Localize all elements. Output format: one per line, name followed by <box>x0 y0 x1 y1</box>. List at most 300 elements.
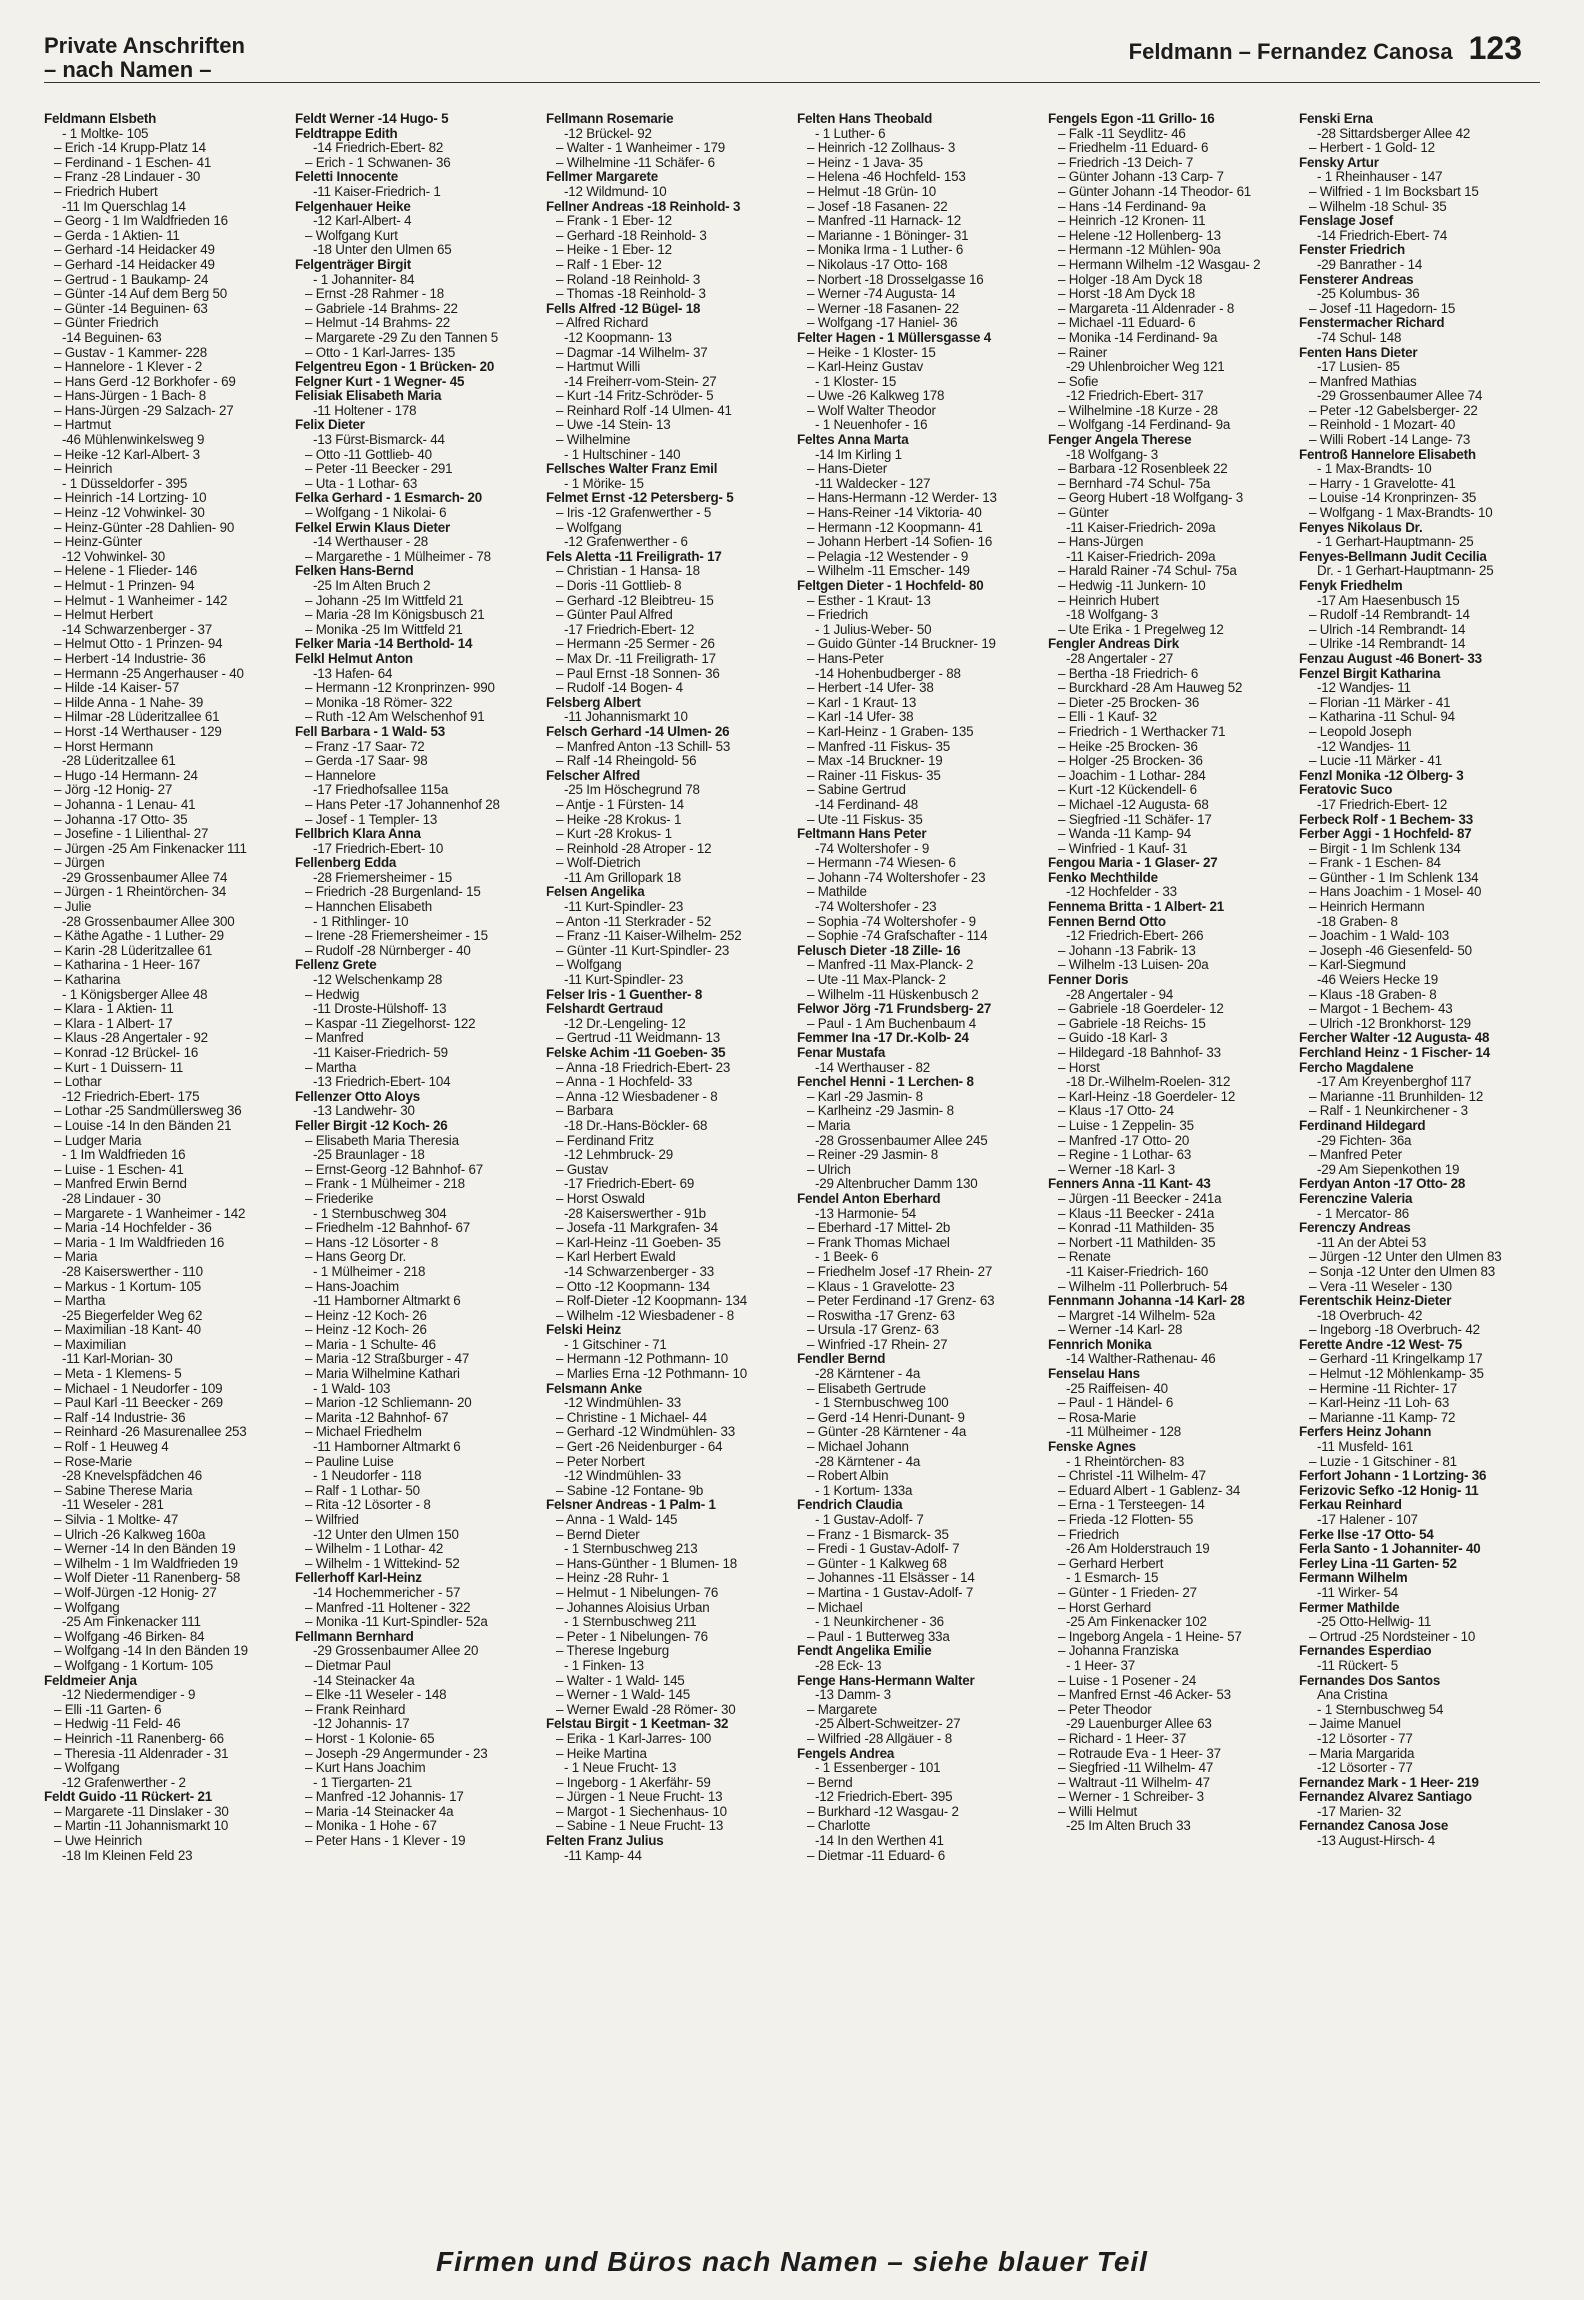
directory-entry: -11 Musfeld- 161 <box>1317 1440 1414 1455</box>
directory-entry: Femmer Ina -17 Dr.-Kolb- 24 <box>797 1031 969 1046</box>
directory-entry: -25 Biegerfelder Weg 62 <box>62 1308 203 1323</box>
directory-entry: – Norbert -18 Drosselgasse 16 <box>807 272 984 287</box>
directory-entry: – Monika -25 Im Wittfeld 21 <box>305 622 463 637</box>
directory-entry: – Frank - 1 Eschen- 84 <box>1309 856 1441 871</box>
directory-entry: -25 Kolumbus- 36 <box>1317 287 1420 302</box>
directory-entry: – Jürgen <box>54 856 105 871</box>
directory-entry: Fennen Bernd Otto <box>1048 914 1166 929</box>
directory-entry: – Heinz -28 Ruhr- 1 <box>556 1571 670 1586</box>
directory-entry: – Monika -18 Römer- 322 <box>305 695 453 710</box>
directory-entry: – Hermann -12 Pothmann- 10 <box>556 1352 728 1367</box>
directory-entry: – Ernst-Georg -12 Bahnhof- 67 <box>305 1162 484 1177</box>
directory-entry: – Lothar <box>54 1075 102 1090</box>
directory-entry: Ferbeck Rolf - 1 Bechem- 33 <box>1299 812 1473 827</box>
directory-entry: – Johann -74 Woltershofer - 23 <box>807 870 986 885</box>
directory-entry: -28 Grossenbaumer Allee 300 <box>62 914 235 929</box>
directory-entry: – Willi Helmut <box>1058 1804 1138 1819</box>
directory-entry: – Mathilde <box>807 885 867 900</box>
directory-entry: – Maximilian -18 Kant- 40 <box>54 1323 201 1338</box>
directory-entry: -12 Unter den Ulmen 150 <box>313 1527 459 1542</box>
directory-entry: Felker Maria -14 Berthold- 14 <box>295 637 473 652</box>
directory-column-4 <box>797 112 1042 2237</box>
directory-entry: – Reinhold - 1 Mozart- 40 <box>1309 418 1456 433</box>
directory-entry: – Hermann -12 Kronprinzen- 990 <box>305 681 495 696</box>
directory-entry: -11 Holtener - 178 <box>313 403 417 418</box>
directory-entry: Fenyes-Bellmann Judit Cecilia <box>1299 549 1487 564</box>
directory-entry: -46 Mühlenwinkelsweg 9 <box>62 433 205 448</box>
directory-entry: - 1 Rheinhauser - 147 <box>1317 170 1443 185</box>
directory-entry: – Hedwig <box>305 987 360 1002</box>
directory-entry: – Peter Norbert <box>556 1454 645 1469</box>
directory-entry: – Margret -14 Wilhelm- 52a <box>1058 1308 1216 1323</box>
directory-entry: – Hugo -14 Hermann- 24 <box>54 768 198 783</box>
directory-entry: – Alfred Richard <box>556 316 649 331</box>
directory-entry: Fendel Anton Eberhard <box>797 1191 941 1206</box>
directory-entry: – Harry - 1 Gravelotte- 41 <box>1309 476 1456 491</box>
directory-entry: – Maria Margarida <box>1309 1746 1415 1761</box>
directory-entry: – Klaus -28 Angertaler - 92 <box>54 1031 208 1046</box>
directory-entry: – Marion -12 Schliemann- 20 <box>305 1396 472 1411</box>
directory-entry: – Josefine - 1 Lilienthal- 27 <box>54 827 209 842</box>
directory-entry: – Rudolf -14 Bogen- 4 <box>556 681 683 696</box>
directory-entry: – Uta - 1 Lothar- 63 <box>305 476 418 491</box>
directory-entry: – Georg - 1 Im Waldfrieden 16 <box>54 214 228 229</box>
directory-entry: -28 Kärntener - 4a <box>815 1367 921 1382</box>
directory-entry: - 1 Gitschiner - 71 <box>564 1337 667 1352</box>
directory-entry: – Johanna Franziska <box>1058 1644 1179 1659</box>
directory-entry: – Josefa -11 Markgrafen- 34 <box>556 1221 718 1236</box>
directory-entry: – Paul Karl -11 Beecker - 269 <box>54 1396 223 1411</box>
directory-entry: – Hilmar -28 Lüderitzallee 61 <box>54 710 220 725</box>
directory-entry: – Margareta -11 Aldenrader - 8 <box>1058 301 1235 316</box>
directory-entry: – Karl-Heinz -18 Goerdeler- 12 <box>1058 1089 1236 1104</box>
directory-entry: Fernandes Esperdiao <box>1299 1644 1432 1659</box>
directory-entry: – Guido Günter -14 Bruckner- 19 <box>807 637 996 652</box>
directory-entry: – Josef -18 Fasanen- 22 <box>807 199 948 214</box>
directory-entry: – Joachim - 1 Lothar- 284 <box>1058 768 1206 783</box>
directory-entry: – Roland -18 Reinhold- 3 <box>556 272 701 287</box>
directory-entry: – Guido -18 Karl- 3 <box>1058 1031 1168 1046</box>
directory-entry: – Werner - 1 Wald- 145 <box>556 1688 691 1703</box>
directory-entry: – Manfred Anton -13 Schill- 53 <box>556 739 731 754</box>
directory-entry: Fentroß Hannelore Elisabeth <box>1299 447 1476 462</box>
directory-entry: -12 Friedrich-Ebert- 395 <box>815 1790 953 1805</box>
directory-entry: – Ulrich -26 Kalkweg 160a <box>54 1527 206 1542</box>
directory-entry: – Meta - 1 Klemens- 5 <box>54 1367 182 1382</box>
directory-entry: -11 Kaiser-Friedrich- 209a <box>1066 520 1216 535</box>
directory-entry: – Uwe Heinrich <box>54 1834 142 1849</box>
directory-entry: – Maria -14 Steinacker 4a <box>305 1804 454 1819</box>
directory-entry: -12 Niedermendiger - 9 <box>62 1688 196 1703</box>
directory-entry: – Ralf -14 Industrie- 36 <box>54 1410 186 1425</box>
directory-entry: -11 Im Querschlag 14 <box>62 199 186 214</box>
directory-entry: – Dagmar -14 Wilhelm- 37 <box>556 345 708 360</box>
directory-entry: Felkel Erwin Klaus Dieter <box>295 520 451 535</box>
directory-entry: -29 Am Siepenkothen 19 <box>1317 1162 1460 1177</box>
directory-entry: -11 Hamborner Altmarkt 6 <box>313 1440 461 1455</box>
directory-entry: – Herbert -14 Industrie- 36 <box>54 651 206 666</box>
directory-entry: – Heike - 1 Eber- 12 <box>556 243 672 258</box>
directory-entry: – Ulrich <box>807 1162 851 1177</box>
directory-entry: – Rotraude Eva - 1 Heer- 37 <box>1058 1746 1221 1761</box>
directory-entry: – Martin -11 Johannismarkt 10 <box>54 1819 229 1834</box>
directory-entry: -11 Waldecker - 127 <box>815 476 931 491</box>
directory-entry: – Margarete -29 Zu den Tannen 5 <box>305 330 499 345</box>
directory-entry: – Ralf - 1 Neunkirchener - 3 <box>1309 1104 1468 1119</box>
directory-entry: Fernandez Mark - 1 Heer- 219 <box>1299 1775 1479 1790</box>
directory-entry: – Michael <box>807 1600 863 1615</box>
directory-entry: – Lucie -11 Märker - 41 <box>1309 754 1442 769</box>
directory-entry: – Heinrich Hubert <box>1058 593 1159 608</box>
directory-entry: – Gertrud - 1 Baukamp- 24 <box>54 272 209 287</box>
directory-entry: -29 Altenbrucher Damm 130 <box>815 1177 978 1192</box>
directory-entry: – Gerhard -11 Kringelkamp 17 <box>1309 1352 1483 1367</box>
directory-entry: Fengels Andrea <box>797 1746 895 1761</box>
directory-entry: -12 Lösorter - 77 <box>1317 1761 1413 1776</box>
directory-entry: - 1 Finken- 13 <box>564 1658 644 1673</box>
directory-entry: -28 Eck- 13 <box>815 1658 882 1673</box>
directory-entry: – Siegfried -11 Schäfer- 17 <box>1058 812 1212 827</box>
directory-entry: – Friedrich -13 Deich- 7 <box>1058 155 1194 170</box>
directory-entry: – Wilfried - 1 Im Bocksbart 15 <box>1309 184 1479 199</box>
directory-entry: – Luzie - 1 Gitschiner - 81 <box>1309 1454 1457 1469</box>
directory-entry: – Hermine -11 Richter- 17 <box>1309 1381 1458 1396</box>
directory-entry: – Hans-Jürgen <box>1058 535 1144 550</box>
directory-entry: -12 Lösorter - 77 <box>1317 1731 1413 1746</box>
directory-entry: – Elisabeth Maria Theresia <box>305 1133 459 1148</box>
directory-entry: – Joseph -46 Giesenfeld- 50 <box>1309 943 1472 958</box>
directory-entry: – Hans Georg Dr. <box>305 1250 406 1265</box>
directory-entry: -29 Grossenbaumer Allee 20 <box>313 1644 479 1659</box>
directory-entry: -14 Hochemmericher - 57 <box>313 1585 461 1600</box>
directory-entry: – Wolf-Jürgen -12 Honig- 27 <box>54 1585 217 1600</box>
directory-entry: Feldmeier Anja <box>44 1673 137 1688</box>
directory-entry: – Erika - 1 Karl-Jarres- 100 <box>556 1731 712 1746</box>
directory-entry: Fenzl Monika -12 Ölberg- 3 <box>1299 768 1464 783</box>
directory-entry: – Wolfgang <box>556 520 622 535</box>
directory-entry: -14 Schwarzenberger - 33 <box>564 1264 715 1279</box>
directory-entry: -18 Wolfgang- 3 <box>1066 608 1159 623</box>
directory-entry: – Johannes Aloisius Urban <box>556 1600 710 1615</box>
directory-entry: – Heinz-Günter -28 Dahlien- 90 <box>54 520 235 535</box>
directory-entry: – Uwe -26 Kalkweg 178 <box>807 389 945 404</box>
directory-entry: – Gerhard -14 Heidacker 49 <box>54 257 215 272</box>
directory-entry: Fell Barbara - 1 Wald- 53 <box>295 724 446 739</box>
directory-entry: – Werner -74 Augusta- 14 <box>807 287 956 302</box>
directory-entry: – Erich - 1 Schwanen- 36 <box>305 155 451 170</box>
directory-entry: – Rudolf -28 Nürnberger - 40 <box>305 943 471 958</box>
directory-entry: – Heike Martina <box>556 1746 647 1761</box>
directory-entry: -12 Grafenwerther - 6 <box>564 535 688 550</box>
directory-entry: – Ulrike -14 Rembrandt- 14 <box>1309 637 1466 652</box>
directory-entry: – Burkhard -12 Wasgau- 2 <box>807 1804 959 1819</box>
directory-entry: Felsner Andreas - 1 Palm- 1 <box>546 1498 716 1513</box>
directory-entry: Felkl Helmut Anton <box>295 651 413 666</box>
directory-entry: – Luise - 1 Posener - 24 <box>1058 1673 1197 1688</box>
directory-entry: Fermann Wilhelm <box>1299 1571 1408 1586</box>
directory-entry: Felsch Gerhard -14 Ulmen- 26 <box>546 724 730 739</box>
directory-entry: – Pelagia -12 Westender - 9 <box>807 549 969 564</box>
directory-entry: – Christel -11 Wilhelm- 47 <box>1058 1469 1206 1484</box>
directory-entry: – Michael Friedhelm <box>305 1425 422 1440</box>
directory-entry: Felgentreu Egon - 1 Brücken- 20 <box>295 360 495 375</box>
directory-entry: – Elisabeth Gertrude <box>807 1381 926 1396</box>
directory-entry: – Uwe -14 Stein- 13 <box>556 418 671 433</box>
directory-entry: – Ulrich -12 Bronkhorst- 129 <box>1309 1016 1471 1031</box>
directory-entry: – Burckhard -28 Am Hauweg 52 <box>1058 681 1243 696</box>
directory-entry: - 1 Neue Frucht- 13 <box>564 1761 677 1776</box>
directory-entry: – Fredi - 1 Gustav-Adolf- 7 <box>807 1542 960 1557</box>
directory-entry: Felisiak Elisabeth Maria <box>295 389 442 404</box>
directory-entry: – Monika - 1 Hohe - 67 <box>305 1819 437 1834</box>
directory-entry: – Birgit - 1 Im Schlenk 134 <box>1309 841 1461 856</box>
directory-entry: – Gabriele -18 Goerdeler- 12 <box>1058 1002 1224 1017</box>
directory-entry: -12 Friedrich-Ebert- 175 <box>62 1089 200 1104</box>
directory-entry: Ferizovic Sefko -12 Honig- 11 <box>1299 1483 1479 1498</box>
directory-entry: -12 Koopmann- 13 <box>564 330 672 345</box>
directory-entry: – Günter -11 Kurt-Spindler- 23 <box>556 943 730 958</box>
directory-entry: Felsberg Albert <box>546 695 641 710</box>
directory-entry: – Manfred -11 Harnack- 12 <box>807 214 962 229</box>
directory-entry: – Horst Hermann <box>54 739 153 754</box>
directory-entry: -14 Friedrich-Ebert- 82 <box>313 141 444 156</box>
directory-entry: Fendt Angelika Emilie <box>797 1644 932 1659</box>
directory-entry: – Margarete <box>807 1702 877 1717</box>
directory-entry: -12 Windmühlen- 33 <box>564 1396 681 1411</box>
directory-entry: – Günter Friedrich <box>54 316 159 331</box>
directory-entry: – Harald Rainer -74 Schul- 75a <box>1058 564 1237 579</box>
directory-entry: -18 Dr.-Wilhelm-Roelen- 312 <box>1066 1075 1231 1090</box>
directory-entry: Fellbrich Klara Anna <box>295 827 421 842</box>
directory-entry: – Jürgen - 1 Rheintörchen- 34 <box>54 885 227 900</box>
directory-entry: - 1 Beek- 6 <box>815 1250 879 1265</box>
directory-entry: – Wolfgang - 1 Max-Brandts- 10 <box>1309 506 1493 521</box>
directory-entry: – Karl -29 Jasmin- 8 <box>807 1089 923 1104</box>
directory-entry: – Julie <box>54 900 92 915</box>
directory-entry: – Sophia -74 Woltershofer - 9 <box>807 914 976 929</box>
directory-entry: Fenselau Hans <box>1048 1367 1140 1382</box>
directory-entry: – Silvia - 1 Moltke- 47 <box>54 1513 179 1527</box>
directory-entry: – Manfred -12 Johannis- 17 <box>305 1790 464 1805</box>
directory-entry: -14 Ferdinand- 48 <box>815 797 919 812</box>
directory-entry: - 1 Max-Brandts- 10 <box>1317 462 1432 477</box>
directory-entry: Fenske Agnes <box>1048 1440 1136 1455</box>
directory-entry: – Ute Erika - 1 Pregelweg 12 <box>1058 622 1224 637</box>
directory-entry: – Paul - 1 Händel- 6 <box>1058 1396 1174 1411</box>
directory-entry: – Klaus -11 Beecker - 241a <box>1058 1206 1215 1221</box>
directory-entry: – Anna - 1 Wald- 145 <box>556 1513 678 1527</box>
directory-entry: – Wolfgang Kurt <box>305 228 398 243</box>
directory-entry: Fensterer Andreas <box>1299 272 1414 287</box>
directory-entry: – Günter Johann -13 Carp- 7 <box>1058 170 1224 185</box>
directory-entry: – Heike -25 Brocken- 36 <box>1058 739 1198 754</box>
directory-entry: – Norbert -11 Mathilden- 35 <box>1058 1235 1216 1250</box>
directory-entry: – Elke -11 Weseler - 148 <box>305 1688 447 1703</box>
directory-entry: – Winfried - 1 Kauf- 31 <box>1058 841 1188 856</box>
directory-entry: – Hans-Dieter <box>807 462 888 477</box>
directory-entry: – Wolf Walter Theodor <box>807 403 936 418</box>
directory-entry: Fernandes Dos Santos <box>1299 1673 1441 1688</box>
directory-entry: - 1 Hultschiner - 140 <box>564 447 681 462</box>
directory-entry: -12 Brückel- 92 <box>564 126 652 141</box>
directory-entry: -12 Grafenwerther - 2 <box>62 1775 186 1790</box>
directory-entry: -11 Kurt-Spindler- 23 <box>564 973 684 988</box>
directory-entry: -25 Braunlager - 18 <box>313 1148 425 1163</box>
directory-entry: – Hans-Peter <box>807 651 884 666</box>
directory-entry: -14 Hohenbudberger - 88 <box>815 666 961 681</box>
directory-entry: Fenstermacher Richard <box>1299 316 1445 331</box>
directory-entry: – Paul - 1 Butterweg 33a <box>807 1629 950 1644</box>
directory-entry: – Helmut - 1 Wanheimer - 142 <box>54 593 228 608</box>
directory-entry: Fenger Angela Therese <box>1048 433 1192 448</box>
directory-entry: – Frank Thomas Michael <box>807 1235 950 1250</box>
directory-entry: -14 Walther-Rathenau- 46 <box>1066 1352 1216 1367</box>
directory-entry: – Manfred Erwin Bernd <box>54 1177 187 1192</box>
directory-entry: - 1 Essenberger - 101 <box>815 1761 941 1776</box>
directory-entry: – Günter <box>1058 506 1109 521</box>
directory-entry: -13 Friedrich-Ebert- 104 <box>313 1075 451 1090</box>
directory-entry: -14 Werthauser - 82 <box>815 1060 931 1075</box>
directory-entry: – Karl-Heinz -11 Loh- 63 <box>1309 1396 1450 1411</box>
directory-entry: – Kaspar -11 Ziegelhorst- 122 <box>305 1016 476 1031</box>
directory-entry: Fenners Anna -11 Kant- 43 <box>1048 1177 1211 1192</box>
directory-entry: -74 Woltershofer - 23 <box>815 900 937 915</box>
page-header-right <box>1129 30 1522 67</box>
directory-entry: – Sophie -74 Grafschafter - 114 <box>807 929 988 944</box>
directory-entry: Fenyes Nikolaus Dr. <box>1299 520 1423 535</box>
directory-entry: – Horst - 1 Kolonie- 65 <box>305 1731 435 1746</box>
directory-entry: -17 Lusien- 85 <box>1317 360 1400 375</box>
directory-entry: – Hermann -25 Sermer - 26 <box>556 637 715 652</box>
directory-entry: – Maria - 1 Im Waldfrieden 16 <box>54 1235 225 1250</box>
directory-entry: – Paul Ernst -18 Sonnen- 36 <box>556 666 720 681</box>
directory-entry: – Karl-Heinz Gustav <box>807 360 924 375</box>
directory-entry: – Wilhelm - 1 Wittekind- 52 <box>305 1556 460 1571</box>
directory-entry: -13 Hafen- 64 <box>313 666 393 681</box>
directory-entry: – Luise - 1 Eschen- 41 <box>54 1162 184 1177</box>
header-section-title: Private Anschriften <box>44 33 245 58</box>
directory-entry: – Dieter -25 Brocken- 36 <box>1058 695 1200 710</box>
directory-entry: - 1 Kortum- 133a <box>815 1483 913 1498</box>
directory-entry: Ferdinand Hildegard <box>1299 1118 1426 1133</box>
directory-entry: – Lothar -25 Sandmüllersweg 36 <box>54 1104 242 1119</box>
directory-entry: – Hans Joachim - 1 Mosel- 40 <box>1309 885 1482 900</box>
directory-entry: -12 Karl-Albert- 4 <box>313 214 412 229</box>
directory-entry: – Louise -14 Kronprinzen- 35 <box>1309 491 1477 506</box>
directory-entry: Fenge Hans-Hermann Walter <box>797 1673 975 1688</box>
directory-entry: – Dietmar Paul <box>305 1658 391 1673</box>
directory-entry: – Siegfried -11 Wilhelm- 47 <box>1058 1761 1214 1776</box>
directory-entry: – Rose-Marie <box>54 1454 132 1469</box>
directory-entry: -14 In den Werthen 41 <box>815 1834 944 1849</box>
directory-entry: -25 Im Alten Bruch 33 <box>1066 1819 1191 1834</box>
directory-entry: – Franz - 1 Bismarck- 35 <box>807 1527 949 1542</box>
directory-entry: -14 Steinacker 4a <box>313 1673 415 1688</box>
directory-entry: - 1 Neuenhofer - 16 <box>815 418 928 433</box>
directory-entry: – Ursula -17 Grenz- 63 <box>807 1323 939 1338</box>
directory-entry: Feldt Werner -14 Hugo- 5 <box>295 112 449 126</box>
directory-entry: -25 Am Finkenacker 111 <box>62 1615 201 1630</box>
directory-entry: – Katharina <box>54 973 121 988</box>
directory-entry: – Ingeborg Angela - 1 Heine- 57 <box>1058 1629 1242 1644</box>
directory-entry: – Maria -12 Straßburger - 47 <box>305 1352 470 1367</box>
directory-entry: – Johannes -11 Elsässer - 14 <box>807 1571 975 1586</box>
directory-entry: – Helmut Otto - 1 Prinzen- 94 <box>54 637 223 652</box>
directory-entry: Felgenhauer Heike <box>295 199 411 214</box>
header-name-range: Feldmann – Fernandez Canosa <box>1128 39 1453 64</box>
directory-entry: – Gabriele -14 Brahms- 22 <box>305 301 458 316</box>
directory-entry: – Hans-Hermann -12 Werder- 13 <box>807 491 997 506</box>
directory-entry: Fenster Friedrich <box>1299 243 1405 258</box>
directory-entry: - 1 Sternbuschweg 211 <box>564 1615 697 1630</box>
directory-entry: -17 Marien- 32 <box>1317 1804 1402 1819</box>
directory-entry: – Ludger Maria <box>54 1133 142 1148</box>
directory-entry: – Gustav - 1 Kammer- 228 <box>54 345 207 360</box>
directory-entry: – Werner -18 Karl- 3 <box>1058 1162 1176 1177</box>
directory-entry: – Jürgen -11 Beecker - 241a <box>1058 1191 1222 1206</box>
directory-entry: – Klaus -17 Otto- 24 <box>1058 1104 1174 1119</box>
directory-entry: – Martha <box>305 1060 357 1075</box>
directory-entry: – Sonja -12 Unter den Ulmen 83 <box>1309 1264 1496 1279</box>
directory-entry: – Wilhelm - 1 Lothar- 42 <box>305 1542 444 1557</box>
directory-entry: – Gerhard -14 Heidacker 49 <box>54 243 215 258</box>
directory-entry: – Werner -18 Fasanen- 22 <box>807 301 960 316</box>
directory-entry: - 1 Im Waldfrieden 16 <box>62 1148 186 1163</box>
directory-entry: – Hermann -12 Mühlen- 90a <box>1058 243 1221 258</box>
directory-entry: – Margarete - 1 Wanheimer - 142 <box>54 1206 246 1221</box>
directory-entry: – Gertrud -11 Weidmann- 13 <box>556 1031 720 1046</box>
directory-entry: -14 Freiherr-vom-Stein- 27 <box>564 374 717 389</box>
directory-entry: – Willi Robert -14 Lange- 73 <box>1309 433 1471 448</box>
directory-entry: – Heike -28 Krokus- 1 <box>556 812 682 827</box>
directory-entry: Felusch Dieter -18 Zille- 16 <box>797 943 961 958</box>
directory-entry: – Frank - 1 Eber- 12 <box>556 214 672 229</box>
directory-entry: - 1 Mercator- 86 <box>1317 1206 1410 1221</box>
directory-entry: – Karin -28 Lüderitzallee 61 <box>54 943 213 958</box>
directory-entry: – Martha <box>54 1294 106 1309</box>
directory-entry: – Wolfgang <box>54 1761 120 1776</box>
directory-entry: – Klaus - 1 Gravelotte- 23 <box>807 1279 955 1294</box>
directory-entry: -29 Fichten- 36a <box>1317 1133 1412 1148</box>
directory-entry: -11 Kaiser-Friedrich- 160 <box>1066 1264 1209 1279</box>
directory-entry: – Charlotte <box>807 1819 871 1834</box>
directory-entry: – Hermann -74 Wiesen- 6 <box>807 856 956 871</box>
directory-entry: Ferkau Reinhard <box>1299 1498 1402 1513</box>
directory-entry: - 1 Kloster- 15 <box>815 374 897 389</box>
directory-entry: -14 Im Kirling 1 <box>815 447 902 462</box>
directory-entry: – Heinz -12 Koch- 26 <box>305 1323 427 1338</box>
directory-entry: -74 Schul- 148 <box>1317 330 1402 345</box>
directory-entry: – Martina - 1 Gustav-Adolf- 7 <box>807 1585 974 1600</box>
directory-column-1 <box>44 112 289 2237</box>
directory-entry: – Maximilian <box>54 1337 127 1352</box>
directory-entry: -18 Wolfgang- 3 <box>1066 447 1159 462</box>
directory-entry: – Peter Theodor <box>1058 1702 1152 1717</box>
directory-entry: – Doris -11 Gottlieb- 8 <box>556 579 682 593</box>
directory-entry: Ferfort Johann - 1 Lortzing- 36 <box>1299 1469 1487 1484</box>
directory-entry: – Wilhelm -12 Wiesbadener - 8 <box>556 1308 735 1323</box>
directory-entry: – Regine - 1 Lothar- 63 <box>1058 1148 1192 1163</box>
directory-entry: – Helmut -14 Brahms- 22 <box>305 316 450 331</box>
directory-entry: -25 Albert-Schweitzer- 27 <box>815 1717 961 1732</box>
directory-entry: – Günter - 1 Frieden- 27 <box>1058 1585 1197 1600</box>
directory-entry: - 1 Sternbuschweg 304 <box>313 1206 447 1221</box>
directory-entry: -11 Hamborner Altmarkt 6 <box>313 1294 461 1309</box>
directory-entry: – Horst -14 Werthauser - 129 <box>54 724 222 739</box>
directory-entry: -11 Kurt-Spindler- 23 <box>564 900 684 915</box>
directory-entry: Fenar Mustafa <box>797 1046 886 1060</box>
directory-entry: – Frank - 1 Mülheimer - 218 <box>305 1177 465 1192</box>
